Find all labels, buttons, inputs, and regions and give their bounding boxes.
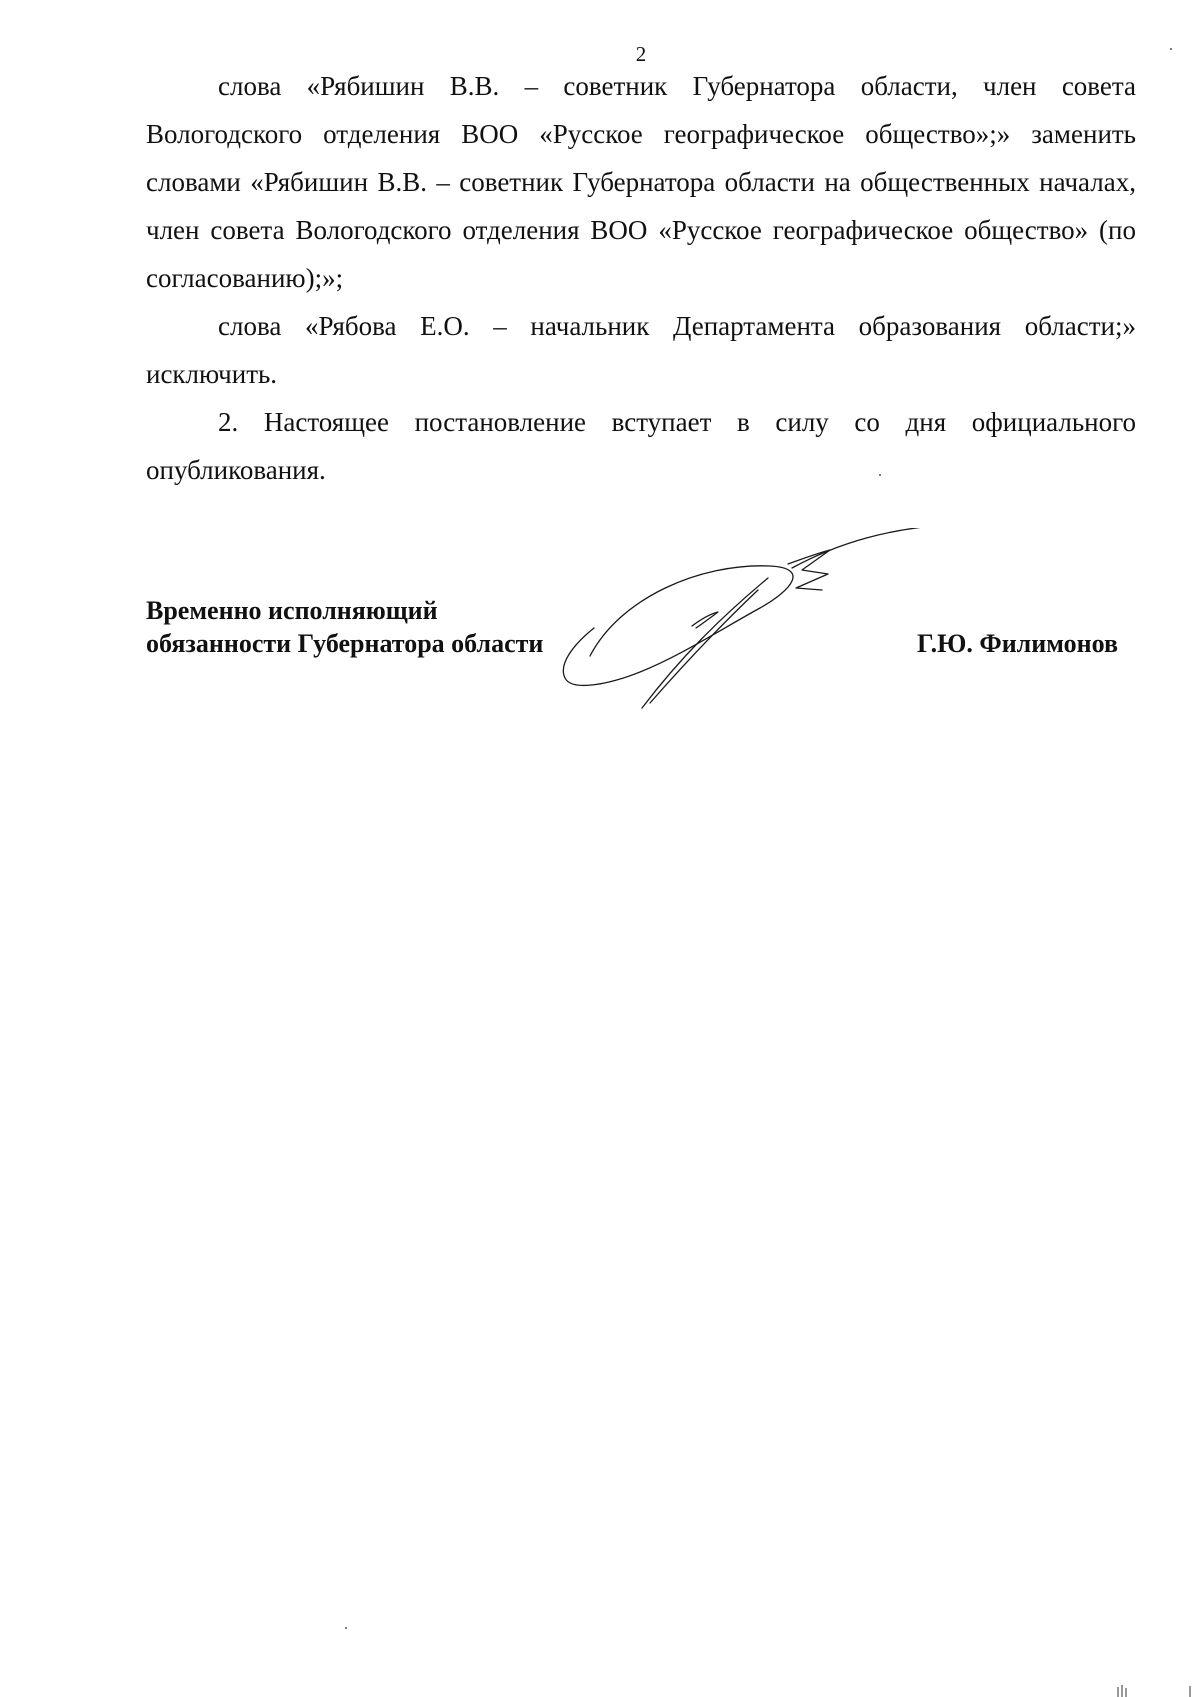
signer-title-line-2: обязанности Губернатора области bbox=[146, 629, 544, 658]
scan-speck bbox=[345, 1627, 347, 1629]
handwritten-signature bbox=[560, 528, 980, 728]
signer-title-line-1: Временно исполняющий bbox=[146, 596, 438, 625]
page-number: 2 bbox=[635, 42, 647, 66]
scan-edge-marks bbox=[1060, 1683, 1200, 1697]
signer-title bbox=[146, 594, 543, 660]
paragraph-replace-ryabishin: слова «Рябишин В.В. – советник Губернатора области, член совета Вологодского отделения ВОО «Русское географическое общество»;» заменить словами «Рябишин В.В. – советник Губернатора области на общественных началах, член совета Вологодского отделения ВОО «Русское географическое общество» (по согласованию);»; bbox=[146, 71, 1136, 293]
paragraph-effective-date: 2. Настоящее постановление вступает в силу со дня официального опубликования. bbox=[146, 407, 1136, 485]
paragraph-exclude-ryabova: слова «Рябова Е.О. – начальник Департамента образования области;» исключить. bbox=[146, 311, 1136, 389]
scan-speck bbox=[1170, 48, 1172, 50]
document-body bbox=[146, 62, 1136, 494]
scan-speck bbox=[879, 474, 881, 476]
signer-name: Г.Ю. Филимонов bbox=[916, 629, 1118, 658]
